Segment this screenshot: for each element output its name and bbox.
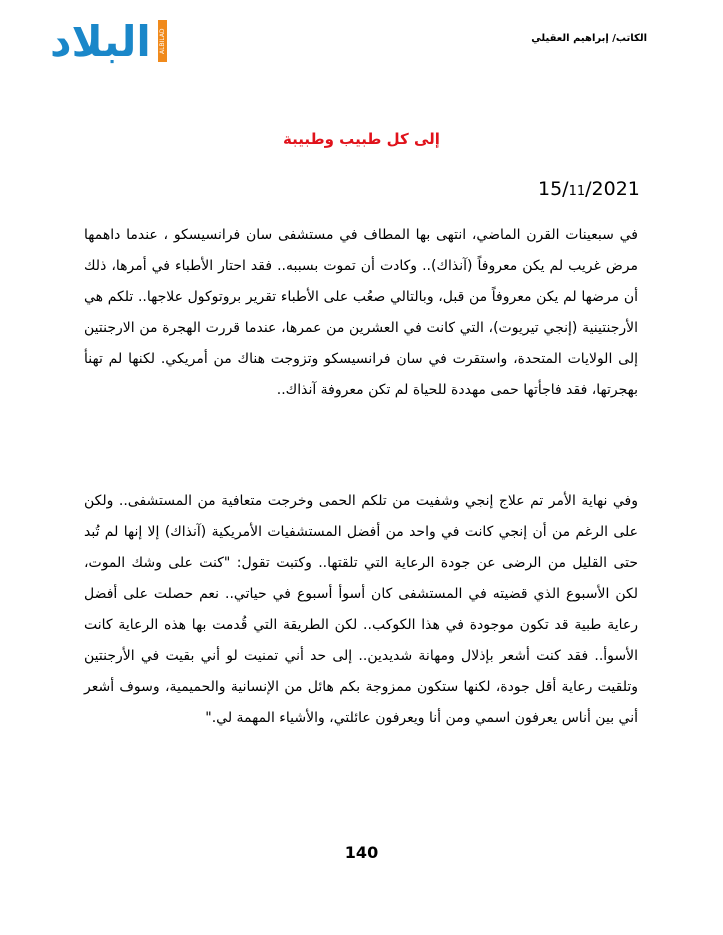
article-title: إلى كل طبيب وطبيبة [283, 130, 440, 148]
date-day: 15/ [538, 178, 569, 200]
page-number: 140 [344, 843, 379, 862]
newspaper-logo [50, 16, 180, 68]
paragraph-1: في سبعينات القرن الماضي، انتهى بها المطاف في مستشفى سان فرانسيسكو ، عندما داهمها مرض غريب لم يكن معروفاً (آنذاك).. وكادت أن تموت بسببه.. فقد احتار الأطباء في أمرها، ذلك أن مرضها لم يكن معروفاً من قبل، وبالتالي صعُب على الأطباء تقرير بروتوكول علاجها.. تلكم هي الأرجنتينية (إنجي تيريوت)، التي كانت في العشرين من عمرها، عندما قررت الهجرة من الارجنتين إلى الولايات المتحدة، واستقرت في سان فرانسيسكو وتزوجت هناك من أمريكي. لكنها لم تهنأ بهجرتها، فقد فاجأتها حمى مهددة للحياة لم تكن معروفة آنذاك.. [84, 227, 638, 398]
article-date [538, 178, 640, 200]
date-month: 11 [568, 184, 586, 199]
paragraph-2: وفي نهاية الأمر تم علاج إنجي وشفيت من تلكم الحمى وخرجت متعافية من المستشفى.. ولكن على الرغم من أن إنجي كانت في واحد من أفضل المستشفيات الأمريكية (آنذاك) إلا إنها لم تُبد حتى القليل من الرضى عن جودة الرعاية التي تلقتها.. وكتبت تقول: "كنت على وشك الموت، لكن الأسبوع الذي قضيته في المستشفى كان أسوأ أسبوع في حياتي.. نعم حصلت على أفضل رعاية طبية قد تكون موجودة في هذا الكوكب.. لكن الطريقة التي قُدمت بها هذه الرعاية كانت الأسوأ.. فقد كنت أشعر بإذلال ومهانة شديدين.. إلى حد أني تمنيت لو أني بقيت في الأرجنتين وتلقيت رعاية أقل جودة، لكنها ستكون ممزوجة بكم هائل من الإنسانية والحميمية، وسوف أشعر أني بين أناس يعرفون اسمي ومن أنا ويعرفون عائلتي، والأشياء المهمة لي." [84, 493, 638, 726]
author-name: الكاتب/ إبراهيم العقيلي [531, 33, 647, 44]
logo-subtext: ALBILAD [158, 20, 167, 62]
logo-wordmark: البلاد [50, 17, 151, 66]
date-year: /2021 [585, 178, 640, 200]
